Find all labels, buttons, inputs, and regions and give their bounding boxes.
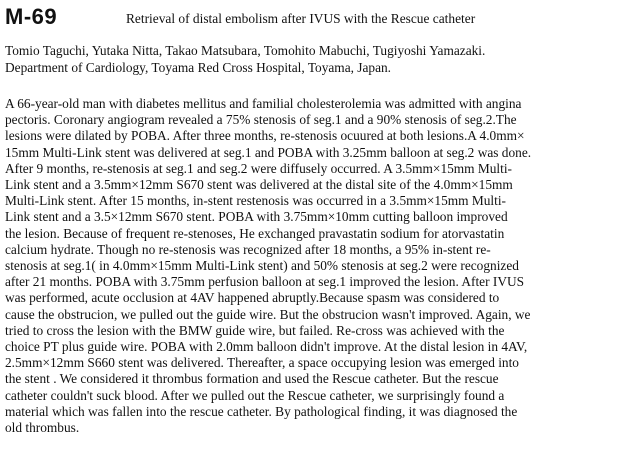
abstract-line: cause the obstrucion, we pulled out the guide wire. But the obstrucion wasn't improved. Again, we <box>5 306 531 322</box>
abstract-line: lesions were dilated by POBA. After three months, re-stenosis ocuured at both lesions.A 4.0mm× <box>5 128 525 144</box>
abstract-line: the lesion. Because of frequent re-stenoses, He exchanged pravastatin sodium for atorvastatin <box>5 225 505 241</box>
abstract-line: choice PT plus guide wire. POBA with 2.0mm balloon didn't improve. At the distal lesion in 4AV, <box>5 339 528 355</box>
affiliation: Department of Cardiology, Toyama Red Cross Hospital, Toyama, Japan. <box>5 60 392 75</box>
abstract-line: old thrombus. <box>5 420 80 436</box>
abstract-line: was performed, acute occlusion at 4AV happened abruptly.Because spasm was considered to <box>5 290 500 306</box>
abstract-line: tried to cross the lesion with the BMW guide wire, but failed. Re-cross was achieved with the <box>5 322 505 338</box>
abstract-body <box>5 96 637 436</box>
abstract-line: pectoris. Coronary angiogram revealed a 75% stenosis of seg.1 and a 90% stenosis of seg.2.The <box>5 112 517 128</box>
abstract-line: 15mm Multi-Link stent was delivered at seg.1 and POBA with 3.25mm balloon at seg.2 was done. <box>5 144 532 160</box>
author-list: Tomio Taguchi, Yutaka Nitta, Takao Matsubara, Tomohito Mabuchi, Tugiyoshi Yamazaki. <box>5 43 486 58</box>
abstract-line: A 66-year-old man with diabetes mellitus and familial cholesterolemia was admitted with angina <box>5 96 522 111</box>
abstract-line: Multi-Link stent. After 15 months, in-stent restenosis was occurred in a 3.5mm×15mm Multi- <box>5 193 506 209</box>
abstract-title: Retrieval of distal embolism after IVUS with the Rescue catheter <box>126 11 476 26</box>
abstract-line: calcium hydrate. Though no re-stenosis was recognized after 18 months, a 95% in-stent re- <box>5 241 491 257</box>
abstract-line: Link stent and a 3.5mm×12mm S670 stent was delivered at the distal site of the 4.0mm×15mm <box>5 177 513 193</box>
author-block <box>5 42 637 76</box>
abstract-line: stenosis at seg.1( in 4.0mm×15mm Multi-Link stent) and 50% stenosis at seg.2 were recognized <box>5 258 519 274</box>
abstract-line: material which was fallen into the rescue catheter. By pathological finding, it was diagnosed the <box>5 403 518 419</box>
abstract-id: M-69 <box>5 4 58 29</box>
abstract-line: Link stent and a 3.5×12mm S670 stent. POBA with 3.75mm×10mm cutting balloon improved <box>5 209 508 225</box>
abstract-line: catheter couldn't suck blood. After we pulled out the Rescue catheter, we surprisingly found a <box>5 387 505 403</box>
abstract-line: After 9 months, re-stenosis at seg.1 and seg.2 were diffusely occurred. A 3.5mm×15mm Multi- <box>5 160 513 176</box>
abstract-line: 2.5mm×12mm S660 stent was delivered. Thereafter, a space occupying lesion was emerged into <box>5 355 519 371</box>
abstract-line: the stent . We considered it thrombus formation and used the Rescue catheter. But the rescue <box>5 371 499 387</box>
abstract-line: after 21 months. POBA with 3.75mm perfusion balloon at seg.1 improved the lesion. After IVUS <box>5 274 525 290</box>
